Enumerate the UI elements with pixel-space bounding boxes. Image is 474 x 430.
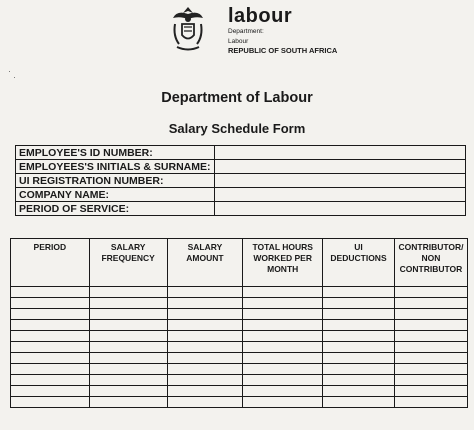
table-cell[interactable]	[11, 375, 90, 386]
table-cell[interactable]	[394, 342, 467, 353]
table-cell[interactable]	[167, 342, 243, 353]
table-cell[interactable]	[167, 320, 243, 331]
table-cell[interactable]	[11, 386, 90, 397]
table-cell[interactable]	[394, 386, 467, 397]
table-cell[interactable]	[11, 309, 90, 320]
table-cell[interactable]	[394, 375, 467, 386]
table-cell[interactable]	[167, 287, 243, 298]
table-cell[interactable]	[243, 342, 323, 353]
table-cell[interactable]	[167, 364, 243, 375]
table-row	[11, 331, 468, 342]
table-cell[interactable]	[323, 386, 395, 397]
table-row	[11, 397, 468, 408]
form-title: Salary Schedule Form	[168, 121, 306, 136]
table-row	[11, 298, 468, 309]
table-cell[interactable]	[167, 353, 243, 364]
table-cell[interactable]	[11, 287, 90, 298]
table-row	[11, 386, 468, 397]
table-row	[11, 287, 468, 298]
table-cell[interactable]	[323, 375, 395, 386]
table-cell[interactable]	[89, 386, 167, 397]
table-cell[interactable]	[243, 386, 323, 397]
employee-info-table	[15, 145, 466, 216]
info-field-label: COMPANY NAME:	[16, 188, 215, 202]
table-cell[interactable]	[11, 353, 90, 364]
table-row	[11, 353, 468, 364]
table-cell[interactable]	[89, 331, 167, 342]
table-cell[interactable]	[89, 353, 167, 364]
column-header: CONTRIBUTOR/ NON CONTRIBUTOR	[394, 239, 467, 287]
table-cell[interactable]	[89, 342, 167, 353]
column-header: TOTAL HOURS WORKED PER MONTH	[243, 239, 323, 287]
table-cell[interactable]	[323, 309, 395, 320]
info-field-label: EMPLOYEE'S ID NUMBER:	[16, 146, 215, 160]
table-cell[interactable]	[323, 331, 395, 342]
table-row	[11, 342, 468, 353]
table-cell[interactable]	[243, 287, 323, 298]
table-cell[interactable]	[167, 298, 243, 309]
table-cell[interactable]	[11, 320, 90, 331]
scan-speck: ·	[13, 72, 16, 82]
table-cell[interactable]	[167, 386, 243, 397]
info-field-value[interactable]	[215, 160, 466, 174]
brand-line-labour: Labour	[228, 38, 249, 45]
table-cell[interactable]	[394, 364, 467, 375]
table-row	[11, 375, 468, 386]
table-cell[interactable]	[167, 309, 243, 320]
info-row	[16, 188, 466, 202]
info-row	[16, 146, 466, 160]
table-cell[interactable]	[323, 397, 395, 408]
salary-schedule-table	[10, 238, 468, 408]
table-cell[interactable]	[89, 320, 167, 331]
table-cell[interactable]	[394, 298, 467, 309]
info-field-value[interactable]	[215, 188, 466, 202]
brand-name: labour	[228, 5, 293, 27]
coat-of-arms-logo	[163, 4, 213, 54]
column-header: SALARY AMOUNT	[167, 239, 243, 287]
info-field-value[interactable]	[215, 202, 466, 216]
table-cell[interactable]	[323, 320, 395, 331]
table-cell[interactable]	[11, 397, 90, 408]
info-field-value[interactable]	[215, 146, 466, 160]
table-row	[11, 320, 468, 331]
column-header: SALARY FREQUENCY	[89, 239, 167, 287]
info-field-value[interactable]	[215, 174, 466, 188]
table-cell[interactable]	[11, 298, 90, 309]
table-cell[interactable]	[394, 320, 467, 331]
table-cell[interactable]	[11, 364, 90, 375]
table-cell[interactable]	[243, 309, 323, 320]
table-row	[11, 364, 468, 375]
table-cell[interactable]	[323, 342, 395, 353]
table-cell[interactable]	[167, 397, 243, 408]
table-cell[interactable]	[323, 287, 395, 298]
table-cell[interactable]	[89, 298, 167, 309]
table-cell[interactable]	[394, 353, 467, 364]
table-cell[interactable]	[323, 364, 395, 375]
info-row	[16, 174, 466, 188]
table-cell[interactable]	[243, 331, 323, 342]
scan-speck: ·	[8, 66, 11, 76]
info-field-label: UI REGISTRATION NUMBER:	[16, 174, 215, 188]
table-cell[interactable]	[243, 364, 323, 375]
column-header: UI DEDUCTIONS	[323, 239, 395, 287]
table-cell[interactable]	[89, 287, 167, 298]
table-cell[interactable]	[89, 397, 167, 408]
table-cell[interactable]	[167, 331, 243, 342]
table-cell[interactable]	[323, 353, 395, 364]
table-cell[interactable]	[394, 397, 467, 408]
info-row	[16, 160, 466, 174]
table-row	[11, 309, 468, 320]
table-cell[interactable]	[243, 397, 323, 408]
table-cell[interactable]	[394, 331, 467, 342]
info-row	[16, 202, 466, 216]
table-cell[interactable]	[243, 320, 323, 331]
table-cell[interactable]	[11, 342, 90, 353]
table-cell[interactable]	[11, 331, 90, 342]
table-cell[interactable]	[89, 364, 167, 375]
table-cell[interactable]	[394, 287, 467, 298]
table-cell[interactable]	[323, 298, 395, 309]
table-cell[interactable]	[89, 309, 167, 320]
info-field-label: PERIOD OF SERVICE:	[16, 202, 215, 216]
table-cell[interactable]	[243, 375, 323, 386]
brand-line-department: Department:	[228, 28, 264, 35]
table-cell[interactable]	[89, 375, 167, 386]
brand-block	[228, 6, 337, 55]
department-heading: Department of Labour	[161, 90, 313, 106]
table-cell[interactable]	[243, 298, 323, 309]
table-cell[interactable]	[167, 375, 243, 386]
table-cell[interactable]	[394, 309, 467, 320]
info-field-label: EMPLOYEES'S INITIALS & SURNAME:	[16, 160, 215, 174]
column-header: PERIOD	[11, 239, 90, 287]
table-cell[interactable]	[243, 353, 323, 364]
brand-line-country: REPUBLIC OF SOUTH AFRICA	[228, 46, 338, 55]
